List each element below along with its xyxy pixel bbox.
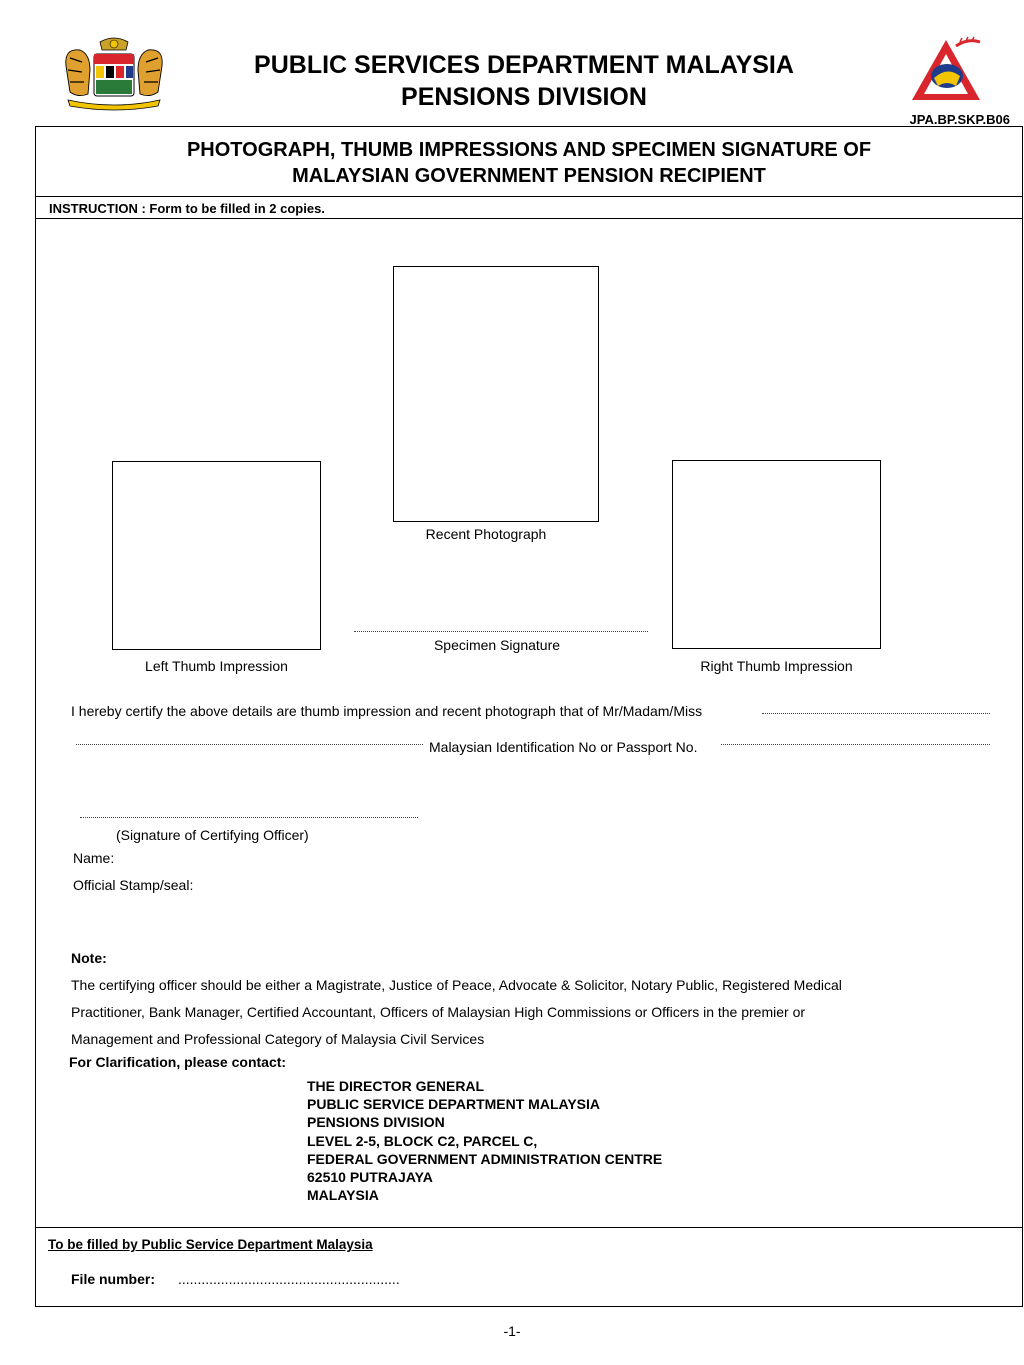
contact-heading: For Clarification, please contact: (69, 1054, 287, 1070)
note-line-1: The certifying officer should be either a Magistrate, Justice of Peace, Advocate & Solicitor, Notary Public, Registered Medical (71, 977, 842, 993)
specimen-signature-label: Specimen Signature (433, 637, 561, 653)
id-label: Malaysian Identification No or Passport No. (429, 739, 698, 755)
recipient-name-line-2[interactable] (76, 744, 423, 745)
stamp-label: Official Stamp/seal: (73, 877, 194, 893)
specimen-signature-line[interactable] (354, 631, 648, 632)
note-heading: Note: (71, 950, 107, 966)
address-line: PUBLIC SERVICE DEPARTMENT MALAYSIA (307, 1096, 600, 1113)
right-thumb-label: Right Thumb Impression (700, 658, 853, 674)
form-title-line1: PHOTOGRAPH, THUMB IMPRESSIONS AND SPECIMEN SIGNATURE OF (186, 139, 872, 161)
address-line: PENSIONS DIVISION (307, 1114, 445, 1131)
left-thumb-label: Left Thumb Impression (145, 658, 288, 674)
page-number: -1- (503, 1323, 521, 1339)
form-code: JPA.BP.SKP.B06 (909, 112, 1010, 127)
left-thumb-box[interactable] (112, 461, 321, 650)
note-line-2: Practitioner, Bank Manager, Certified Accountant, Officers of Malaysian High Commissions or Officers in the premier or (71, 1004, 806, 1020)
right-thumb-box[interactable] (672, 460, 881, 649)
form-title-line2: MALAYSIAN GOVERNMENT PENSION RECIPIENT (292, 165, 766, 187)
address-line: MALAYSIA (307, 1187, 379, 1204)
address-line: LEVEL 2-5, BLOCK C2, PARCEL C, (307, 1132, 538, 1149)
name-label: Name: (73, 850, 115, 866)
office-divider (35, 1227, 1023, 1228)
certifying-signature-label: (Signature of Certifying Officer) (116, 827, 309, 843)
id-number-line[interactable] (721, 744, 990, 745)
instruction-bar: INSTRUCTION : Form to be filled in 2 copies. (35, 196, 1023, 219)
address-line: THE DIRECTOR GENERAL (307, 1078, 485, 1094)
photo-label: Recent Photograph (425, 526, 547, 542)
address-line: FEDERAL GOVERNMENT ADMINISTRATION CENTRE (307, 1150, 663, 1167)
file-number-label: File number: (71, 1271, 156, 1287)
certifying-signature-line[interactable] (80, 817, 418, 818)
header-department: PUBLIC SERVICES DEPARTMENT MALAYSIA (254, 51, 794, 79)
address-line: 62510 PUTRAJAYA (307, 1169, 433, 1186)
note-line-3: Management and Professional Category of Malaysia Civil Services (71, 1031, 485, 1047)
photo-box[interactable] (393, 266, 599, 522)
certification-statement: I hereby certify the above details are thumb impression and recent photograph that of Mr/Madam/Miss (71, 703, 703, 719)
header-division: PENSIONS DIVISION (401, 83, 647, 111)
recipient-name-line[interactable] (762, 713, 990, 714)
file-number-field[interactable]: ......................................................... (178, 1271, 400, 1287)
office-heading: To be filled by Public Service Department Malaysia (48, 1237, 373, 1252)
contact-address (307, 1077, 662, 1204)
